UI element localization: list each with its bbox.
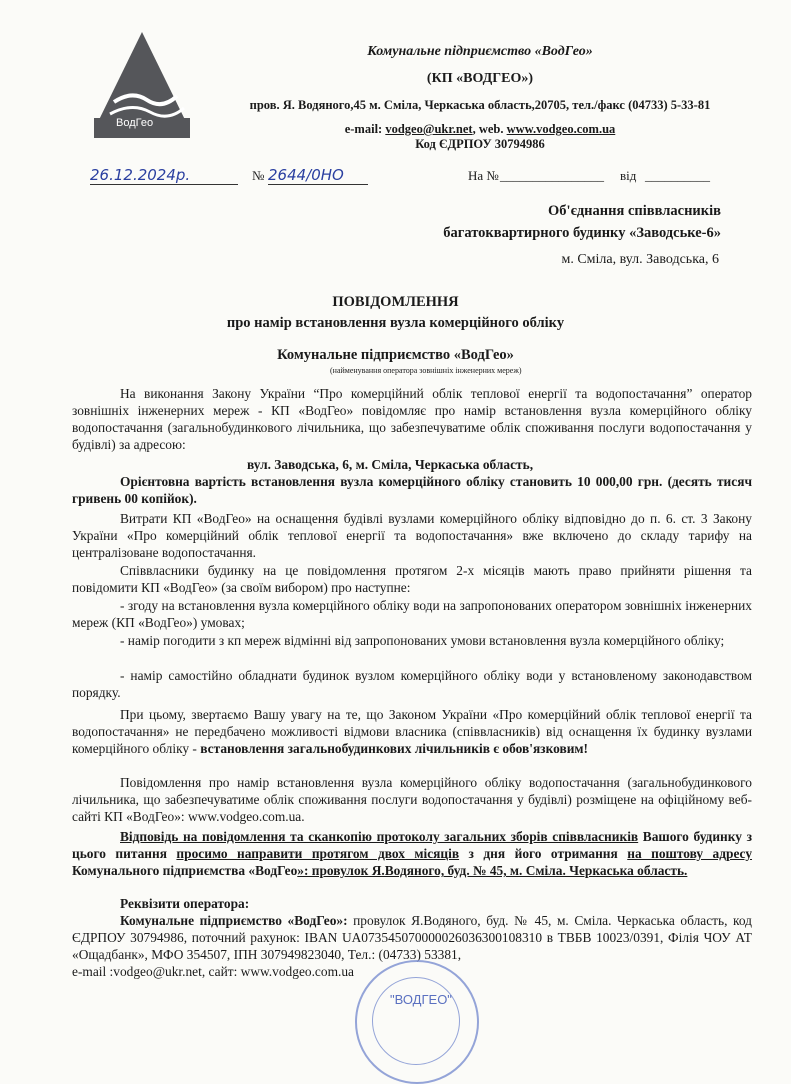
from-label: від	[620, 168, 637, 183]
recipient-line-2: багатоквартирного будинку «Заводське-6»	[443, 225, 721, 241]
paragraph-4	[72, 706, 752, 757]
header-company-name: Комунальне підприємство «ВодГео»	[367, 44, 593, 59]
logo-text: ВодГео	[116, 117, 154, 129]
recipient-address: м. Сміла, вул. Заводська, 6	[561, 252, 719, 267]
object-address: вул. Заводська, 6, м. Сміла, Черкаська область,	[246, 457, 534, 472]
header-contacts	[200, 122, 760, 137]
outgoing-number: 2644/0НО	[268, 166, 368, 185]
outgoing-date: 26.12.2024р.	[90, 166, 238, 185]
recipient-line-1: Об'єднання співвласників	[548, 203, 721, 219]
paragraph-2: Витрати КП «ВодГео» на оснащення будівлі вузлами комерційного обліку відповідно до п. 6. ст. 3 Закону України «Про комерційний облік теплової енергії та водопостачання» вже включено до складу тарифу на централізоване водопостачання.	[72, 511, 752, 560]
email-link[interactable]: vodgeo@ukr.net	[385, 122, 473, 136]
cost-paragraph: Орієнтовна вартість встановлення вузла комерційного обліку становить 10 000,00 грн. (десять тисяч гривень 00 копійок).	[72, 474, 752, 506]
requisites-contacts: e-mail :vodgeo@ukr.net, сайт: www.vodgeo.com.ua	[72, 964, 354, 979]
email-label: e-mail:	[344, 122, 386, 136]
web-link[interactable]: www.vodgeo.com.ua	[506, 122, 616, 136]
header-address: пров. Я. Водяного,45 м. Сміла, Черкаська область,20705, тел./факс (04733) 5-33-81	[249, 98, 711, 112]
header-short-name: (КП «ВОДГЕО»)	[426, 71, 534, 86]
from-blank: __________	[645, 168, 710, 183]
web-label: , web.	[472, 122, 507, 136]
reply-postal: на поштову адресу	[627, 846, 753, 861]
reply-text-1: Вашого будинку з цього питання	[72, 829, 752, 861]
on-number-label: На №	[468, 168, 499, 183]
option-1: - згоду на встановлення вузла комерційного обліку води на запропонованих оператором зовнішніх інженерних мереж (КП «ВодГео») умовах;	[72, 598, 752, 630]
document-subtitle: про намір встановлення вузла комерційного обліку	[226, 315, 565, 331]
option-3: - намір самостійно обладнати будинок вузлом комерційного обліку води у встановленому законодавством порядку.	[72, 668, 752, 700]
paragraph-4-text: При цьому, звертаємо Вашу увагу на те, що Законом України «Про комерційний облік теплової енергії та водопостачання» не передбачено можливості відмови власника (співвласників) від оснащення їх будинку вузлами комерційного обліку -	[72, 707, 752, 756]
stamp-inner-ring	[372, 977, 460, 1065]
option-2: - намір погодити з кп мереж відмінні від запропонованих умови встановлення вузла комерційного обліку;	[120, 633, 725, 648]
reply-deadline: просимо направити протягом двох місяців	[176, 846, 460, 861]
on-number-blank: ________________	[500, 168, 604, 183]
stamp-text: "ВОДГЕО"	[390, 992, 452, 1007]
reply-text-3: Комунального підприємства «ВодГео	[72, 863, 298, 878]
paragraph-6	[72, 828, 752, 879]
requisites-name: Комунальне підприємство «ВодГео»:	[120, 913, 348, 928]
paragraph-1: На виконання Закону України “Про комерційний облік теплової енергії та водопостачання” оператор зовнішніх інженерних мереж - КП «ВодГео» повідомляє про намір встановлення вузла комерційного обліку водопостачання (загальнобудинкового лічильника, що забезпечуватиме облік споживання послуги водопостачання у будівлі) за адресою:	[72, 386, 752, 452]
requisites	[72, 912, 752, 963]
reply-request: Відповідь на повідомлення та сканкопію протоколу загальних зборів співвласників	[120, 829, 639, 844]
requisites-title: Реквізити оператора:	[120, 896, 250, 911]
paragraph-5: Повідомлення про намір встановлення вузла комерційного обліку водопостачання (загальнобудинкового лічильника, що забезпечуватиме облік споживання послуги водопостачання у будівлі) розміщене на офіційному веб-сайті КП «ВодГео»: www.vodgeo.com.ua.	[72, 775, 752, 824]
number-label: №	[252, 168, 265, 183]
paragraph-4-emphasis: встановлення загальнобудинкових лічильників є обов'язковим!	[200, 741, 588, 756]
operator-name: Комунальне підприємство «ВодГео»	[277, 347, 514, 363]
reply-text-2: з дня його отримання	[459, 846, 628, 861]
paragraph-3: Співвласники будинку на це повідомлення протягом 2-х місяців мають право прийняти рішення та повідомити КП «ВодГео» (за своїм вибором) про наступне:	[72, 563, 752, 595]
requisites-text: провулок Я.Водяного, буд. № 45, м. Сміла. Черкаська область, код ЄДРПОУ 30794986, поточний рахунок: IBAN UA073545070000026036300108310 в ТВБВ 10023/0391, Філія ЧОУ АТ «Ощадбанк», МФО 354507, ІПН 307949823040, Тел.: (04733) 53381,	[72, 913, 752, 962]
header-edrpou: Код ЄДРПОУ 30794986	[415, 137, 545, 151]
operator-note: (найменування оператора зовнішніх інженерних мереж)	[330, 366, 522, 375]
reply-address: »: провулок Я.Водяного, буд. № 45, м. Сміла. Черкаська область.	[297, 863, 688, 878]
document-title: ПОВІДОМЛЕННЯ	[332, 294, 459, 310]
